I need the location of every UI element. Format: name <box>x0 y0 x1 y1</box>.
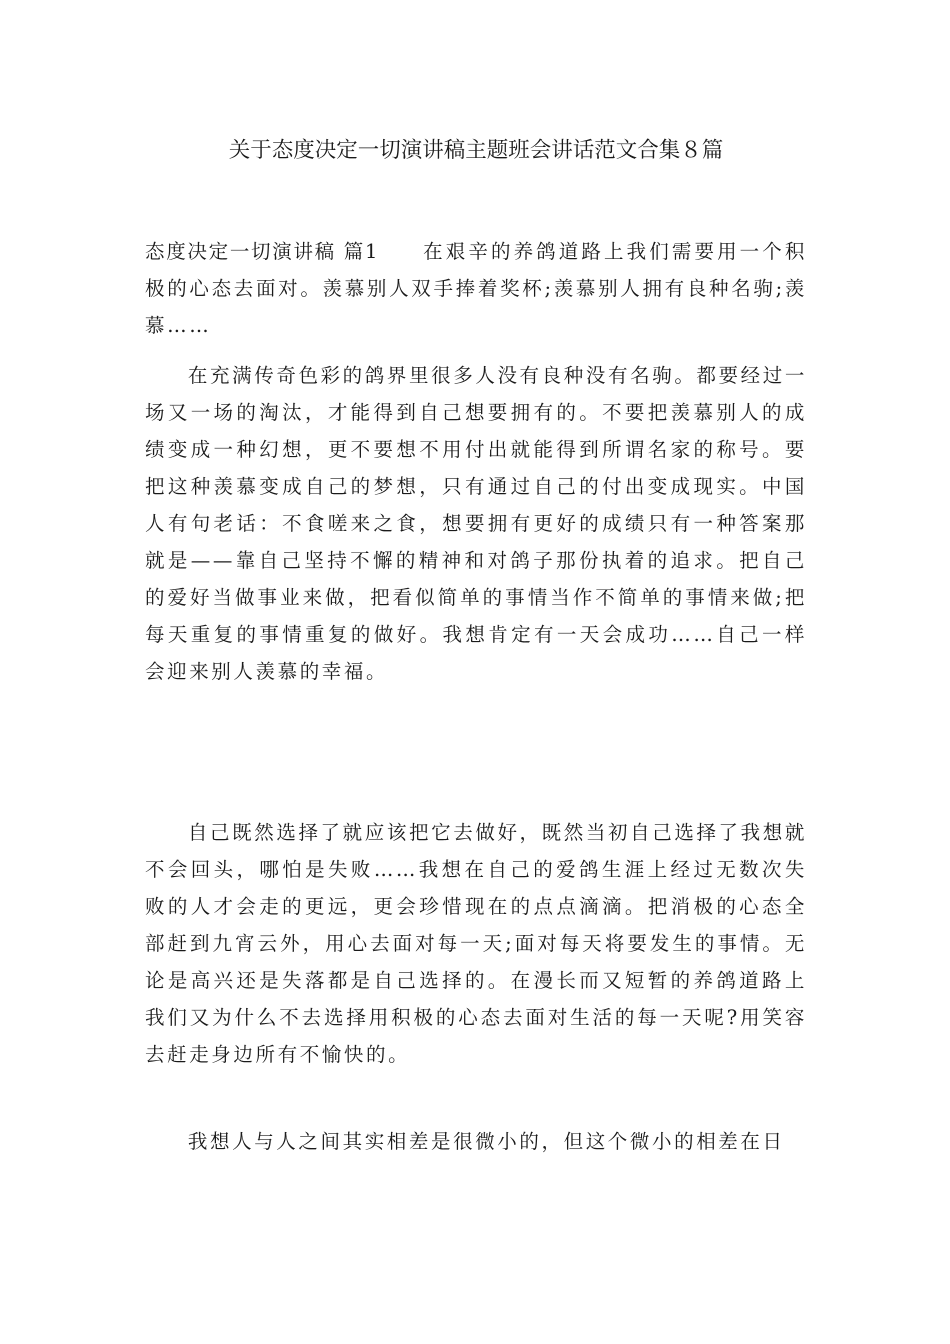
document-page <box>145 0 807 1344</box>
paragraph-4: 我想人与人之间其实相差是很微小的，但这个微小的相差在日 <box>187 1130 785 1153</box>
document-title: 关于态度决定一切演讲稿主题班会讲话范文合集８篇 <box>228 138 724 163</box>
section-heading: 态度决定一切演讲稿 篇1 <box>145 240 379 263</box>
document-body <box>145 233 807 1163</box>
paragraph-2: 在充满传奇色彩的鸽界里很多人没有良种没有名驹。都要经过一场又一场的淘汰，才能得到自己想要拥有的。不要把羡慕别人的成绩变成一种幻想，更不要想不用付出就能得到所谓名家的称号。要把这种羡慕变成自己的梦想，只有通过自己的付出变成现实。中国人有句老话：不食嗟来之食，想要拥有更好的成绩只有一种答案那就是——靠自己坚持不懈的精神和对鸽子那份执着的追求。把自己的爱好当做事业来做，把看似简单的事情当作不简单的事情来做;把每天重复的事情重复的做好。我想肯定有一天会成功……自己一样会迎来别人羡慕的幸福。 <box>145 364 807 683</box>
paragraph-1 <box>145 233 807 344</box>
paragraph-1-text: 在艰辛的养鸽道路上我们需要用一个积极的心态去面对。羡慕别人双手捧着奖杯;羡慕别人拥有良种名驹;羡慕…… <box>145 240 807 337</box>
paragraph-3: 自己既然选择了就应该把它去做好，既然当初自己选择了我想就不会回头，哪怕是失败……我想在自己的爱鸽生涯上经过无数次失败的人才会走的更远，更会珍惜现在的点点滴滴。把消极的心态全部赶到九宵云外，用心去面对每一天;面对每天将要发生的事情。无论是高兴还是失落都是自己选择的。在漫长而又短暂的养鸽道路上我们又为什么不去选择用积极的心态去面对生活的每一天呢?用笑容去赶走身边所有不愉快的。 <box>145 821 807 1066</box>
